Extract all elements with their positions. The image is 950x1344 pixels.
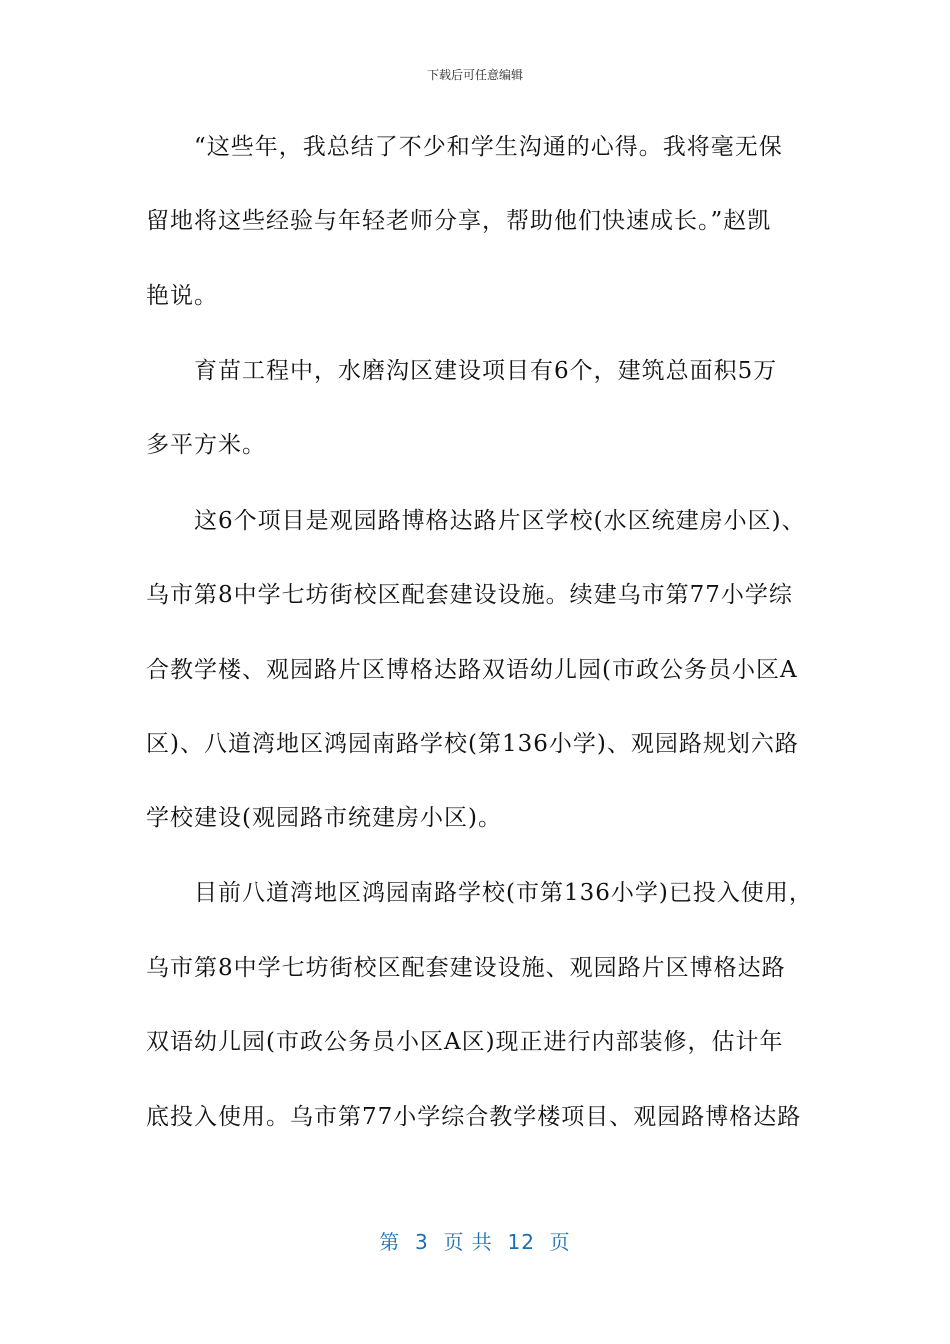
paragraph-line: 乌市第8中学七坊街校区配套建设设施、观园路片区博格达路 (146, 955, 786, 981)
paragraph-line: 乌市第8中学七坊街校区配套建设设施。续建乌市第77小学综 (146, 582, 793, 608)
page-number-footer: 第 3 页 共 12 页 (379, 1230, 571, 1254)
paragraph-line: 合教学楼、观园路片区博格达路双语幼儿园(市政公务员小区A (146, 657, 798, 683)
paragraph-line: 多平方米。 (146, 432, 266, 458)
paragraph-line: 底投入使用。乌市第77小学综合教学楼项目、观园路博格达路 (146, 1104, 802, 1130)
paragraph-line: 区)、八道湾地区鸿园南路学校(第136小学)、观园路规划六路 (146, 731, 799, 757)
header-note: 下载后可任意编辑 (426, 68, 523, 82)
paragraph-line: 这6个项目是观园路博格达路片区学校(水区统建房小区)、 (194, 508, 806, 534)
paragraph-line: 双语幼儿园(市政公务员小区A区)现正进行内部装修，估计年 (146, 1029, 784, 1055)
paragraph-line: 育苗工程中，水磨沟区建设项目有6个，建筑总面积5万 (194, 358, 778, 384)
paragraph-line: 学校建设(观园路市统建房小区)。 (146, 805, 502, 831)
paragraph-line: 目前八道湾地区鸿园南路学校(市第136小学)已投入使用， (194, 880, 813, 906)
paragraph-line: 留地将这些经验与年轻老师分享，帮助他们快速成长。”赵凯 (146, 208, 772, 234)
paragraph-line: “这些年，我总结了不少和学生沟通的心得。我将毫无保 (194, 134, 783, 160)
paragraph-line: 艳说。 (146, 283, 218, 309)
